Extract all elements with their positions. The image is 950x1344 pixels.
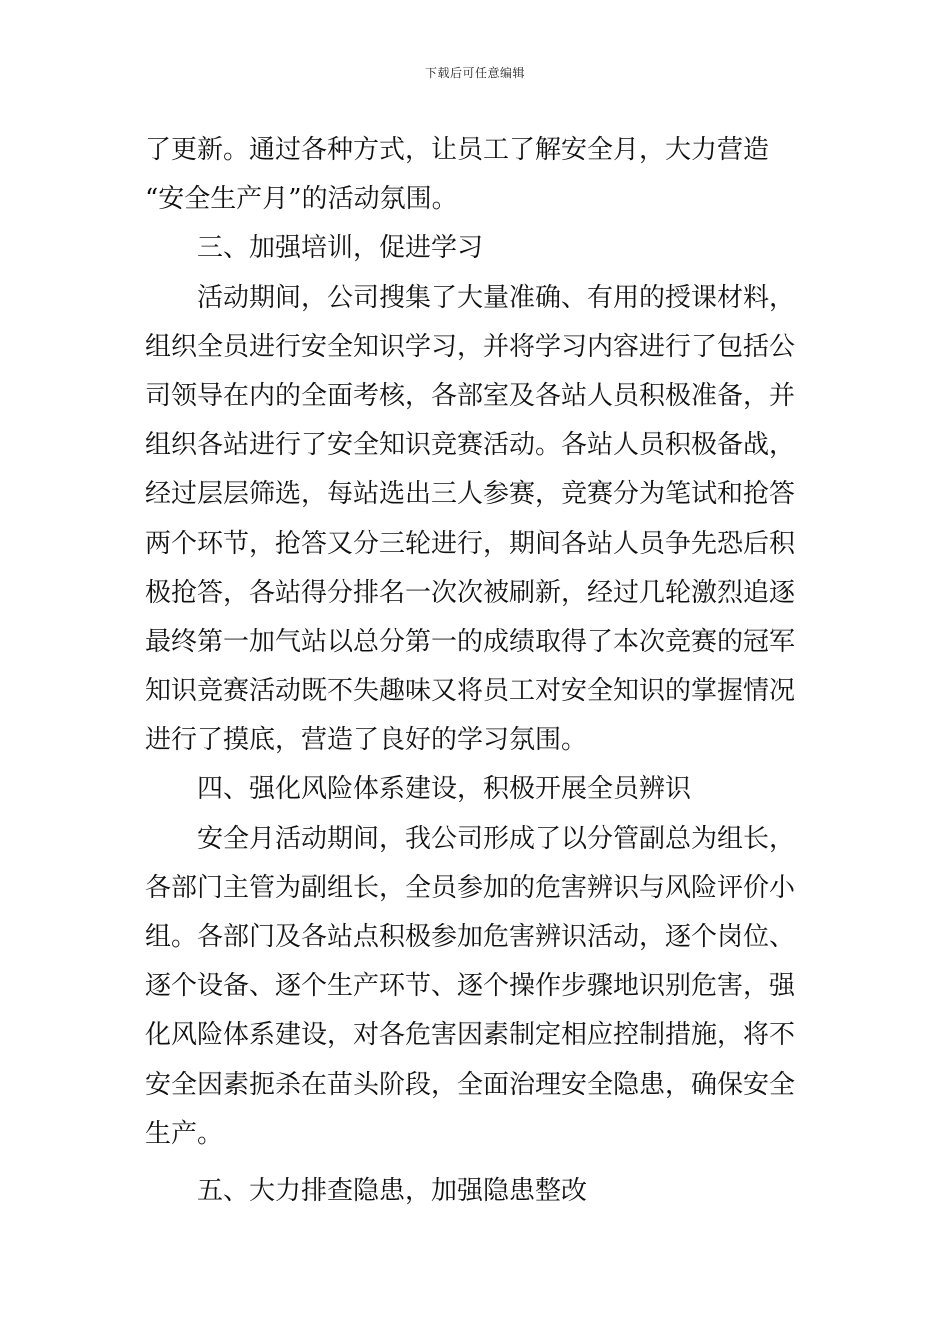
- paragraph-line: 极抢答，各站得分排名一次次被刷新，经过几轮激烈追逐: [145, 577, 796, 608]
- paragraph-line: 安全因素扼杀在苗头阶段，全面治理安全隐患，确保安全: [145, 1069, 796, 1100]
- paragraph-line: 进行了摸底，营造了良好的学习氛围。: [145, 725, 588, 756]
- paragraph-line: 各部门主管为副组长，全员参加的危害辨识与风险评价小: [145, 872, 796, 903]
- paragraph-line: 组。各部门及各站点积极参加危害辨识活动，逐个岗位、: [145, 922, 796, 952]
- paragraph-line: 最终第一加气站以总分第一的成绩取得了本次竞赛的冠军: [145, 626, 796, 657]
- section-heading-4: 四、强化风险体系建设，积极开展全员辨识: [197, 774, 692, 805]
- paragraph-line: 安全月活动期间，我公司形成了以分管副总为组长，: [197, 823, 796, 854]
- paragraph-line: “安全生产月”的活动氛围。: [145, 184, 458, 215]
- section-heading-5: 五、大力排查隐患，加强隐患整改: [197, 1175, 588, 1206]
- paragraph-line: 组织全员进行安全知识学习，并将学习内容进行了包括公: [145, 331, 796, 362]
- page-header: 下载后可任意编辑: [424, 66, 525, 80]
- paragraph-line: 化风险体系建设，对各危害因素制定相应控制措施，将不: [145, 1020, 796, 1051]
- paragraph-line: 组织各站进行了安全知识竞赛活动。各站人员积极备战，: [145, 430, 796, 461]
- paragraph-line: 逐个设备、逐个生产环节、逐个操作步骤地识别危害，强: [145, 971, 796, 1002]
- paragraph-line: 两个环节，抢答又分三轮进行，期间各站人员争先恐后积: [145, 528, 796, 559]
- paragraph-line: 经过层层筛选，每站选出三人参赛，竞赛分为笔试和抢答: [145, 479, 796, 510]
- paragraph-line: 司领导在内的全面考核，各部室及各站人员积极准备，并: [145, 380, 796, 411]
- paragraph-line: 生产。: [145, 1118, 224, 1149]
- paragraph-line: 了更新。通过各种方式，让员工了解安全月，大力营造: [145, 135, 770, 165]
- paragraph-line: 知识竞赛活动既不失趣味又将员工对安全知识的掌握情况: [145, 676, 796, 707]
- paragraph-line: 活动期间，公司搜集了大量准确、有用的授课材料，: [197, 282, 796, 313]
- section-heading-3: 三、加强培训，促进学习: [197, 233, 484, 264]
- document-body: [145, 126, 807, 1216]
